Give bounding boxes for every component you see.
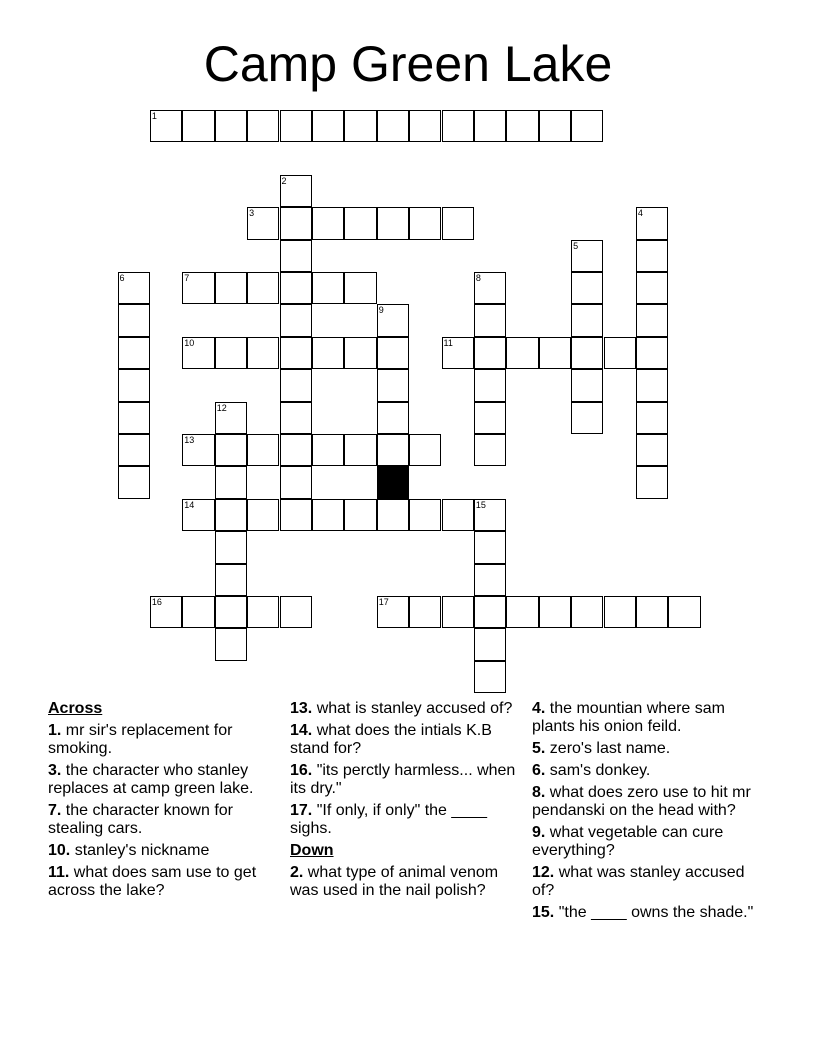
grid-cell[interactable]: [377, 207, 409, 239]
grid-cell[interactable]: [636, 272, 668, 304]
grid-cell[interactable]: [474, 628, 506, 660]
grid-cell[interactable]: [506, 337, 538, 369]
grid-cell[interactable]: [182, 596, 214, 628]
grid-cell[interactable]: [280, 499, 312, 531]
grid-cell[interactable]: [312, 272, 344, 304]
grid-cell[interactable]: [474, 304, 506, 336]
grid-cell[interactable]: [150, 110, 182, 142]
grid-cell[interactable]: [182, 337, 214, 369]
clue-number-label: 17.: [290, 802, 313, 819]
grid-cell[interactable]: [377, 369, 409, 401]
clue-number-label: 7.: [48, 802, 62, 819]
grid-cell[interactable]: [344, 272, 376, 304]
grid-cell[interactable]: [344, 337, 376, 369]
grid-cell[interactable]: [409, 499, 441, 531]
across-heading: Across: [48, 700, 103, 717]
grid-cell[interactable]: [636, 596, 668, 628]
grid-cell[interactable]: [312, 499, 344, 531]
clue-number: 8: [475, 273, 481, 283]
grid-cell[interactable]: [474, 564, 506, 596]
grid-cell[interactable]: [377, 434, 409, 466]
clue-item: [290, 802, 520, 838]
clue-number: 16: [151, 597, 162, 607]
grid-cell[interactable]: [604, 596, 636, 628]
clue-number-label: 2.: [290, 864, 304, 881]
clues-column-3: [532, 700, 762, 926]
grid-cell[interactable]: [280, 369, 312, 401]
grid-cell[interactable]: [442, 337, 474, 369]
grid-cell[interactable]: [571, 402, 603, 434]
grid-cell[interactable]: [118, 272, 150, 304]
clue-item: [48, 864, 278, 900]
grid-cell[interactable]: [344, 207, 376, 239]
grid-cell[interactable]: [409, 207, 441, 239]
clue-number: 4: [637, 208, 643, 219]
clue-text: "the ____ owns the shade.": [554, 904, 754, 921]
grid-cell[interactable]: [474, 531, 506, 563]
grid-cell[interactable]: [571, 596, 603, 628]
grid-cell[interactable]: [442, 110, 474, 142]
grid-cell[interactable]: [409, 434, 441, 466]
grid-cell[interactable]: [571, 304, 603, 336]
clue-item: [532, 864, 762, 900]
clue-text: "its perctly harmless... when its dry.": [290, 762, 516, 797]
clue-number-label: 13.: [290, 700, 313, 717]
clue-number: 17: [378, 597, 389, 607]
grid-cell[interactable]: [215, 466, 247, 498]
clues-column-1: [48, 700, 278, 904]
clue-number: 14: [184, 499, 195, 510]
puzzle-title: Camp Green Lake: [203, 36, 613, 92]
clue-text: mr sir's replacement for smoking.: [48, 722, 233, 757]
grid-cell[interactable]: [280, 466, 312, 498]
grid-cell[interactable]: [571, 272, 603, 304]
clue-item: [48, 802, 278, 838]
grid-cell[interactable]: [636, 337, 668, 369]
clue-item: [532, 762, 762, 780]
grid-cell[interactable]: [280, 304, 312, 336]
clue-text: what does zero use to hit mr pendanski on the head with?: [532, 784, 751, 819]
grid-cell[interactable]: [215, 337, 247, 369]
clue-text: what type of animal venom was used in the nail polish?: [290, 864, 499, 899]
clue-number-label: 15.: [532, 904, 555, 921]
clue-number-label: 9.: [532, 824, 546, 841]
grid-cell[interactable]: [118, 434, 150, 466]
clue-text: the character known for stealing cars.: [48, 802, 233, 837]
grid-cell[interactable]: [442, 596, 474, 628]
grid-cell[interactable]: [182, 434, 214, 466]
grid-cell[interactable]: [506, 596, 538, 628]
grid-cell[interactable]: [118, 402, 150, 434]
clue-text: what does sam use to get across the lake?: [48, 864, 257, 899]
grid-cell[interactable]: [280, 272, 312, 304]
grid-cell[interactable]: [474, 337, 506, 369]
clue-text: stanley's nickname: [70, 842, 210, 859]
grid-cell[interactable]: [215, 628, 247, 660]
grid-cell[interactable]: [118, 337, 150, 369]
grid-cell[interactable]: [280, 596, 312, 628]
grid-cell[interactable]: [474, 402, 506, 434]
grid-cell[interactable]: [539, 596, 571, 628]
grid-cell[interactable]: [247, 499, 279, 531]
grid-cell[interactable]: [215, 531, 247, 563]
clue-text: the character who stanley replaces at camp green lake.: [48, 762, 254, 797]
grid-cell[interactable]: [247, 337, 279, 369]
grid-cell[interactable]: [539, 337, 571, 369]
grid-cell[interactable]: [215, 499, 247, 531]
grid-cell[interactable]: [312, 110, 344, 142]
clue-number: 12: [216, 402, 227, 413]
grid-cell[interactable]: [280, 207, 312, 239]
grid-cell[interactable]: [377, 304, 409, 336]
grid-cell[interactable]: [118, 369, 150, 401]
clue-number-label: 12.: [532, 864, 555, 881]
clue-item: [532, 904, 762, 922]
grid-cell[interactable]: [312, 337, 344, 369]
grid-cell[interactable]: [377, 337, 409, 369]
grid-cell[interactable]: [506, 110, 538, 142]
grid-cell[interactable]: [247, 434, 279, 466]
grid-cell[interactable]: [571, 240, 603, 272]
clue-number-label: 3.: [48, 762, 62, 779]
clue-number-label: 14.: [290, 722, 313, 739]
grid-cell[interactable]: [150, 596, 182, 628]
clues-column-2: [290, 700, 520, 904]
grid-cell[interactable]: [636, 304, 668, 336]
grid-cell[interactable]: [636, 240, 668, 272]
grid-cell[interactable]: [377, 499, 409, 531]
clue-item: [290, 722, 520, 758]
clue-number-label: 10.: [48, 842, 71, 859]
grid-cell[interactable]: [280, 175, 312, 207]
grid-cell[interactable]: [474, 596, 506, 628]
clue-item: [290, 864, 520, 900]
grid-cell[interactable]: [409, 110, 441, 142]
grid-cell[interactable]: [215, 434, 247, 466]
clue-number: 10: [184, 337, 195, 348]
grid-cell[interactable]: [247, 596, 279, 628]
grid-cell[interactable]: [344, 434, 376, 466]
clue-item: [532, 824, 762, 860]
grid-cell[interactable]: [377, 596, 409, 628]
clue-number-label: 1.: [48, 722, 62, 739]
clue-text: sam's donkey.: [545, 762, 651, 779]
black-cell: [377, 466, 409, 498]
clue-item: [532, 740, 762, 758]
clue-item: [48, 842, 278, 860]
grid-cell[interactable]: [474, 499, 506, 531]
clue-number: 11: [443, 337, 453, 348]
clue-number: 2: [281, 175, 287, 186]
grid-cell[interactable]: [474, 272, 506, 304]
clue-number: 6: [119, 273, 125, 283]
clue-number-label: 6.: [532, 762, 546, 779]
clue-number: 15: [475, 499, 486, 510]
grid-cell[interactable]: [668, 596, 700, 628]
grid-cell[interactable]: [474, 110, 506, 142]
grid-cell[interactable]: [247, 110, 279, 142]
clue-number: 5: [573, 240, 579, 251]
grid-cell[interactable]: [215, 272, 247, 304]
clue-text: what does the intials K.B stand for?: [290, 722, 492, 757]
clue-number: 3: [249, 208, 255, 219]
clue-text: "If only, if only" the ____ sighs.: [290, 802, 487, 837]
grid-cell[interactable]: [344, 110, 376, 142]
clue-text: zero's last name.: [545, 740, 671, 757]
grid-cell[interactable]: [215, 402, 247, 434]
grid-cell[interactable]: [312, 207, 344, 239]
grid-cell[interactable]: [215, 110, 247, 142]
grid-cell[interactable]: [280, 402, 312, 434]
grid-cell[interactable]: [474, 434, 506, 466]
grid-cell[interactable]: [344, 499, 376, 531]
grid-cell[interactable]: [377, 402, 409, 434]
grid-cell[interactable]: [247, 272, 279, 304]
grid-cell[interactable]: [636, 207, 668, 239]
clue-item: [290, 700, 520, 718]
clue-number: 1: [151, 111, 157, 121]
grid-cell[interactable]: [118, 304, 150, 336]
grid-cell[interactable]: [247, 207, 279, 239]
grid-cell[interactable]: [604, 337, 636, 369]
grid-cell[interactable]: [442, 499, 474, 531]
clue-item: [48, 722, 278, 758]
clue-item: [532, 700, 762, 736]
grid-cell[interactable]: [182, 272, 214, 304]
grid-cell[interactable]: [636, 466, 668, 498]
grid-cell[interactable]: [280, 110, 312, 142]
clue-item: [290, 762, 520, 798]
clue-item: [532, 784, 762, 820]
grid-cell[interactable]: [474, 369, 506, 401]
grid-cell[interactable]: [442, 207, 474, 239]
clue-number-label: 5.: [532, 740, 546, 757]
grid-cell[interactable]: [215, 596, 247, 628]
clue-text: the mountian where sam plants his onion feild.: [532, 700, 725, 735]
grid-cell[interactable]: [571, 110, 603, 142]
clue-number: 9: [378, 305, 384, 316]
grid-cell[interactable]: [636, 369, 668, 401]
grid-cell[interactable]: [474, 661, 506, 693]
clue-text: what is stanley accused of?: [312, 700, 513, 717]
grid-cell[interactable]: [280, 434, 312, 466]
grid-cell[interactable]: [182, 110, 214, 142]
clue-item: [48, 762, 278, 798]
grid-cell[interactable]: [636, 402, 668, 434]
clue-text: what vegetable can cure everything?: [532, 824, 724, 859]
grid-cell[interactable]: [377, 110, 409, 142]
grid-cell[interactable]: [280, 240, 312, 272]
clue-number-label: 11.: [48, 864, 70, 881]
grid-cell[interactable]: [571, 369, 603, 401]
grid-cell[interactable]: [182, 499, 214, 531]
grid-cell[interactable]: [539, 110, 571, 142]
clue-number-label: 16.: [290, 762, 313, 779]
clue-text: what was stanley accused of?: [532, 864, 745, 899]
grid-cell[interactable]: [312, 434, 344, 466]
clue-number-label: 8.: [532, 784, 546, 801]
clue-number: 13: [184, 435, 195, 445]
grid-cell[interactable]: [215, 564, 247, 596]
grid-cell[interactable]: [280, 337, 312, 369]
clue-number-label: 4.: [532, 700, 546, 717]
grid-cell[interactable]: [571, 337, 603, 369]
grid-cell[interactable]: [118, 466, 150, 498]
grid-cell[interactable]: [409, 596, 441, 628]
grid-cell[interactable]: [636, 434, 668, 466]
clue-number: 7: [184, 273, 190, 283]
down-heading: Down: [290, 842, 334, 859]
